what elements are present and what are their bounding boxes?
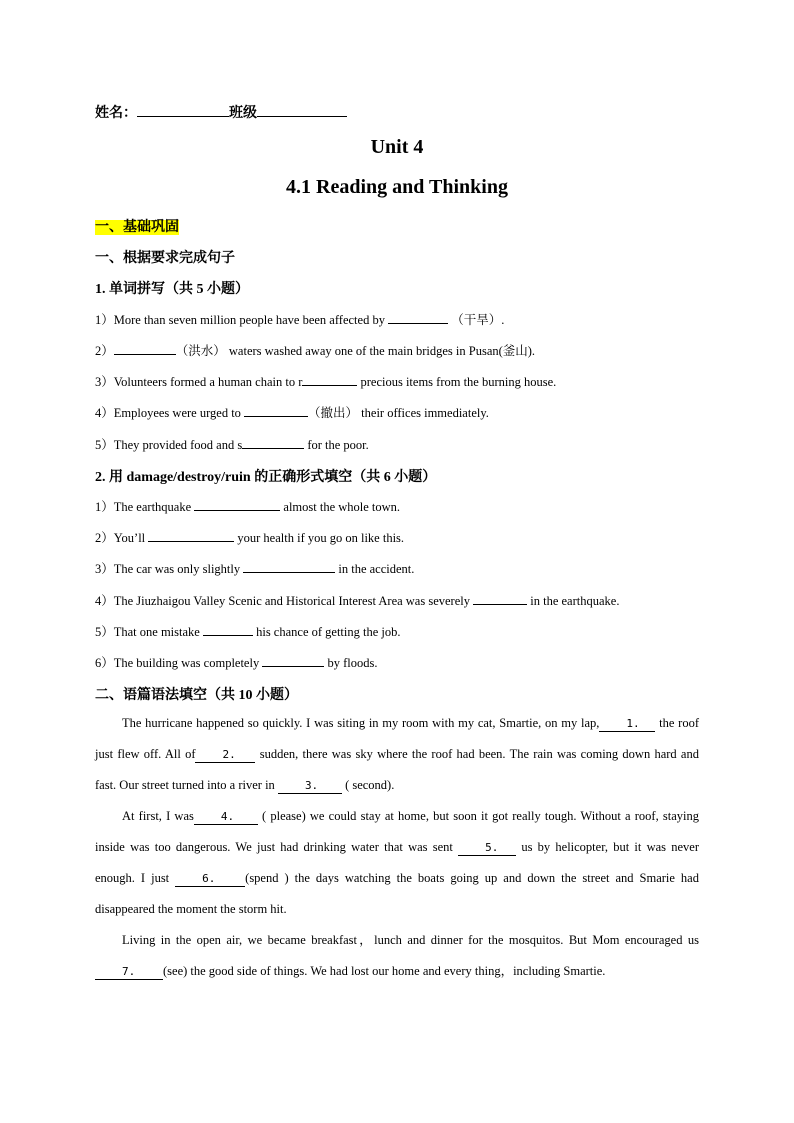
answer-blank[interactable] <box>302 372 357 386</box>
name-blank[interactable] <box>137 103 229 117</box>
sub2-heading: 2. 用 damage/destroy/ruin 的正确形式填空（共 6 小题） <box>95 470 437 485</box>
page-subtitle: 4.1 Reading and Thinking <box>286 176 508 198</box>
answer-blank[interactable] <box>114 341 176 355</box>
passage-paragraph-1: The hurricane happened so quickly. I was siting in my room with my cat, Smartie, on my lap, 1. the roof just flew off. All of 2. sudden, there was sky where the roof had been. The rain was coming down hard and fast. Our street turned into a river in 3. ( second). <box>95 716 699 792</box>
part2-heading: 二、语篇语法填空（共 10 小题） <box>95 688 298 703</box>
word-form-item-6: 6）The building was completely by floods. <box>95 653 377 671</box>
passage <box>95 708 699 987</box>
gap-3[interactable]: 3. <box>278 779 342 794</box>
answer-blank[interactable] <box>388 310 448 324</box>
spelling-item-3: 3）Volunteers formed a human chain to r precious items from the burning house. <box>95 372 556 390</box>
answer-blank[interactable] <box>473 591 527 605</box>
spelling-item-4: 4）Employees were urged to （撤出） their offices immediately. <box>95 403 489 421</box>
student-info-line <box>95 102 347 122</box>
answer-blank[interactable] <box>194 497 280 511</box>
answer-blank[interactable] <box>262 653 324 667</box>
gap-2[interactable]: 2. <box>195 748 255 763</box>
answer-blank[interactable] <box>242 435 304 449</box>
part1-heading: 一、基础巩固 <box>95 220 179 235</box>
name-label: 姓名： <box>95 106 137 121</box>
word-form-item-5: 5）That one mistake his chance of getting the job. <box>95 622 401 640</box>
word-form-item-4: 4）The Jiuzhaigou Valley Scenic and Historical Interest Area was severely in the earthquake. <box>95 591 619 609</box>
word-form-item-1: 1）The earthquake almost the whole town. <box>95 497 400 515</box>
gap-5[interactable]: 5. <box>458 841 516 856</box>
gap-6[interactable]: 6. <box>175 872 245 887</box>
answer-blank[interactable] <box>203 622 253 636</box>
answer-blank[interactable] <box>244 403 308 417</box>
gap-7[interactable]: 7. <box>95 965 163 980</box>
word-form-item-3: 3）The car was only slightly in the accident. <box>95 559 414 577</box>
answer-blank[interactable] <box>148 528 234 542</box>
section1-heading: 一、根据要求完成句子 <box>95 251 235 266</box>
spelling-item-2: 2） （洪水） waters washed away one of the main bridges in Pusan(釜山). <box>95 341 535 359</box>
spelling-item-1: 1）More than seven million people have been affected by （干旱）. <box>95 310 504 328</box>
gap-4[interactable]: 4. <box>194 810 258 825</box>
passage-paragraph-3: Living in the open air, we became breakfast，lunch and dinner for the mosquitos. But Mom encouraged us 7. (see) the good side of things. We had lost our home and every thing，including Smartie. <box>95 925 699 987</box>
gap-1[interactable]: 1. <box>599 717 655 732</box>
word-form-item-2: 2）You’ll your health if you go on like this. <box>95 528 404 546</box>
answer-blank[interactable] <box>243 559 335 573</box>
sub1-heading: 1. 单词拼写（共 5 小题） <box>95 282 249 297</box>
passage-paragraph-2: At first, I was 4. ( please) we could stay at home, but soon it got really tough. Without a roof, staying inside was too dangerous. We just had drinking water that was sent 5. us by helicopter, but it was never enough. I just 6. (spend ) the days watching the boats going up and down the street and Smarie had disappeared the moment the storm hit. <box>95 809 699 916</box>
class-blank[interactable] <box>257 103 347 117</box>
class-label: 班级 <box>229 106 257 121</box>
spelling-item-5: 5）They provided food and s for the poor. <box>95 435 369 453</box>
page-title: Unit 4 <box>370 136 424 158</box>
